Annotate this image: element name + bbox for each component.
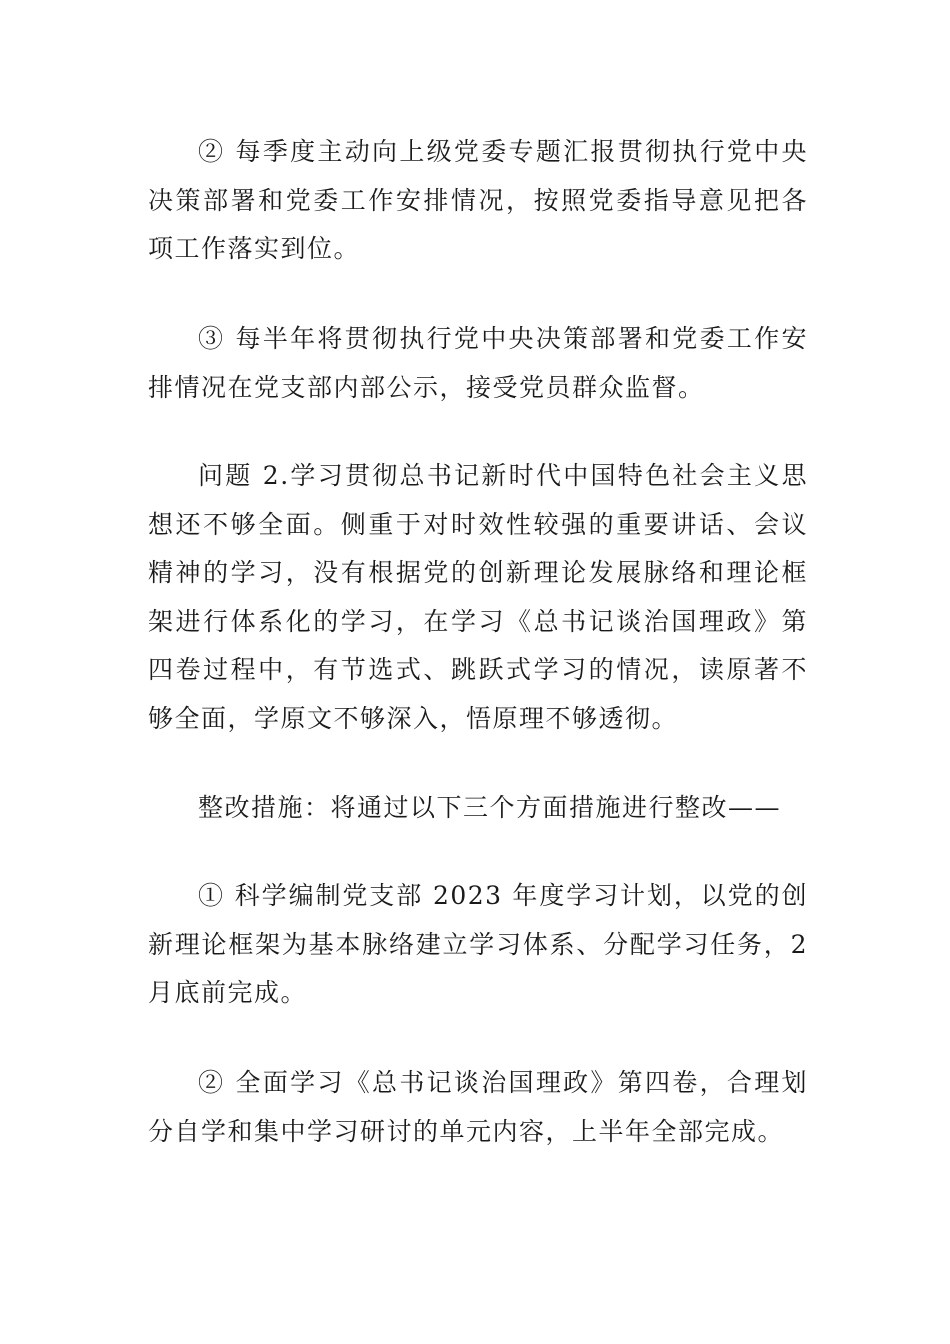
- measure-paragraph-volume-four-study: ② 全面学习《总书记谈治国理政》第四卷，合理划分自学和集中学习研讨的单元内容，上半年全部完成。: [148, 1068, 808, 1146]
- rectification-heading: 整改措施：将通过以下三个方面措施进行整改——: [198, 793, 782, 822]
- measure-paragraph-quarterly-report: ② 每季度主动向上级党委专题汇报贯彻执行党中央决策部署和党委工作安排情况，按照党委指导意见把各项工作落实到位。: [148, 137, 808, 263]
- measure-paragraph-semiannual-disclosure: ③ 每半年将贯彻执行党中央决策部署和党委工作安排情况在党支部内部公示，接受党员群众监督。: [148, 324, 808, 402]
- measure-paragraph-study-plan: ① 科学编制党支部 2023 年度学习计划，以党的创新理论框架为基本脉络建立学习体系、分配学习任务，2 月底前完成。: [148, 881, 808, 1007]
- problem-paragraph-2: 问题 2.学习贯彻总书记新时代中国特色社会主义思想还不够全面。侧重于对时效性较强的重要讲话、会议精神的学习，没有根据党的创新理论发展脉络和理论框架进行体系化的学习，在学习《总书记谈治国理政》第四卷过程中，有节选式、跳跃式学习的情况，读原著不够全面，学原文不够深入，悟原理不够透彻。: [148, 461, 808, 733]
